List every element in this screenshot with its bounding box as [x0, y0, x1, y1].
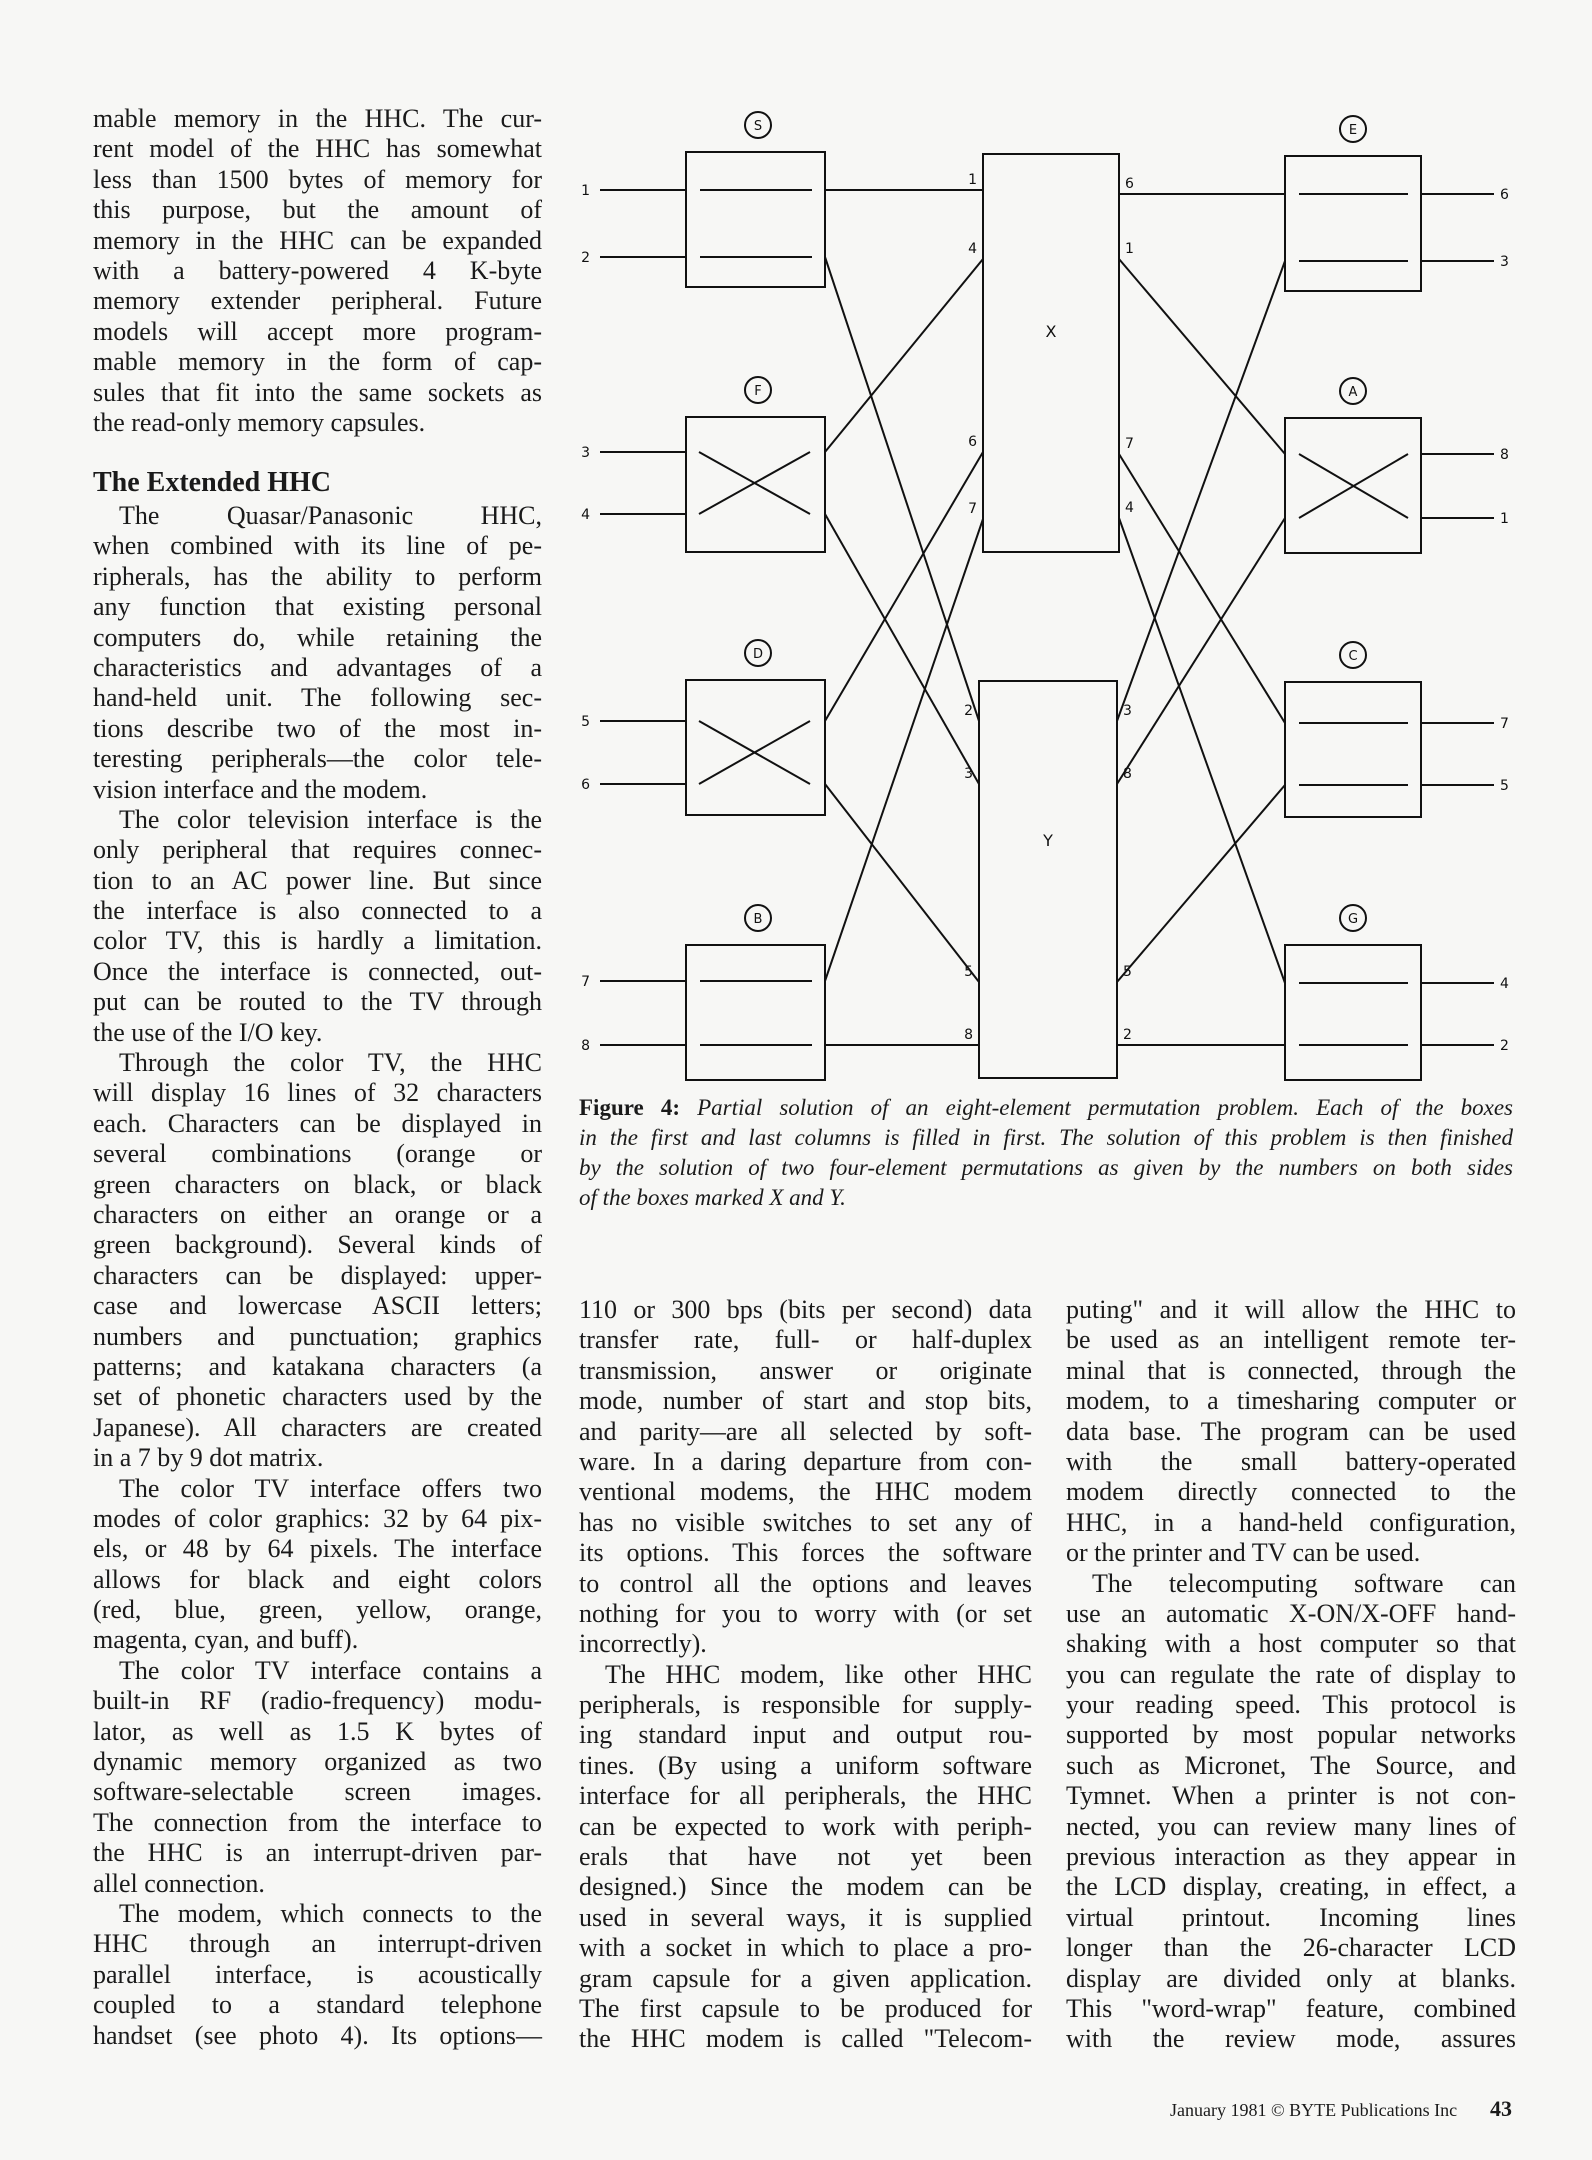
text-line: in a 7 by 9 dot matrix.: [93, 1443, 324, 1473]
text-line: supported by most popular networks: [1066, 1720, 1516, 1750]
switch-box-C: [1285, 682, 1421, 817]
text-line: can be expected to work with periph-: [579, 1811, 1032, 1841]
input-number: 6: [581, 777, 590, 793]
box-label-F: F: [754, 384, 762, 399]
text-line: Japanese). All characters are created: [93, 1412, 542, 1442]
text-line: such as Micronet, The Source, and: [1066, 1750, 1516, 1780]
permutation-box-y: [979, 681, 1117, 1078]
text-line: magenta, cyan, and buff).: [93, 1625, 359, 1655]
text-line: incorrectly).: [579, 1629, 707, 1659]
caption-text: Partial solution of an eight-element permutation problem. Each of the boxes: [697, 1095, 1513, 1120]
text-line: minal that is connected, through the: [1066, 1355, 1516, 1385]
text-line: nothing for you to worry with (or set: [579, 1598, 1032, 1628]
text-line: ware. In a daring departure from con-: [579, 1446, 1032, 1476]
text-line: mable memory in the HHC. The cur-: [93, 104, 542, 133]
text-line: with the review mode, assures: [1066, 2024, 1516, 2054]
text-line: handset (see photo 4). Its options—: [93, 2020, 542, 2050]
text-line: with a socket in which to place a pro-: [579, 1933, 1032, 1963]
x-left-port-number: 4: [968, 241, 977, 257]
text-line: longer than the 26-character LCD: [1066, 1933, 1516, 1963]
connection-to-x: [825, 259, 983, 452]
text-line: The Quasar/Panasonic HHC,: [119, 501, 542, 530]
text-line: computers do, while retaining the: [93, 622, 542, 652]
caption-text: by the solution of two four-element permutations as given by the numbers on both sides: [579, 1155, 1513, 1180]
x-left-port-number: 1: [968, 172, 977, 188]
output-number: 5: [1500, 778, 1509, 794]
text-line: tion to an AC power line. But since: [93, 865, 542, 895]
caption-line: [579, 1183, 1513, 1213]
box-label-A: A: [1348, 385, 1358, 400]
x-right-port-number: 6: [1125, 176, 1134, 192]
text-line: The color TV interface contains a: [119, 1655, 542, 1685]
output-number: 8: [1500, 447, 1509, 463]
text-line: puting" and it will allow the HHC to: [1066, 1295, 1516, 1324]
text-line: characteristics and advantages of a: [93, 652, 542, 682]
right-column: [1066, 1295, 1516, 2055]
text-line: case and lowercase ASCII letters;: [93, 1291, 542, 1321]
switch-box-G: [1285, 945, 1421, 1080]
text-line: will display 16 lines of 32 characters: [93, 1078, 542, 1108]
y-right-port-number: 5: [1123, 964, 1132, 980]
text-line: display are divided only at blanks.: [1066, 1963, 1516, 1993]
text-line: HHC through an interrupt-driven: [93, 1929, 542, 1959]
x-right-port-number: 1: [1125, 241, 1134, 257]
text-line: or the printer and TV can be used.: [1066, 1538, 1421, 1568]
text-line: with a battery-powered 4 K-byte: [93, 255, 542, 285]
text-line: tions describe two of the most in-: [93, 713, 542, 743]
text-line: when combined with its line of pe-: [93, 531, 542, 561]
switch-box-D: [686, 680, 825, 815]
text-line: 110 or 300 bps (bits per second) data: [579, 1295, 1032, 1324]
text-line: the read-only memory capsules.: [93, 407, 426, 437]
text-line: data base. The program can be used: [1066, 1416, 1516, 1446]
switch-box-S: [686, 152, 825, 287]
output-number: 1: [1500, 511, 1509, 527]
text-line: sules that fit into the same sockets as: [93, 377, 542, 407]
text-line: and parity—are all selected by soft-: [579, 1416, 1032, 1446]
text-line: its options. This forces the software: [579, 1538, 1032, 1568]
text-line: set of phonetic characters used by the: [93, 1382, 542, 1412]
text-line: erals that have not yet been: [579, 1842, 1032, 1872]
text-line: characters can be displayed: upper-: [93, 1260, 542, 1290]
text-line: built-in RF (radio-frequency) modu-: [93, 1686, 542, 1716]
text-line: less than 1500 bytes of memory for: [93, 164, 542, 194]
text-line: this purpose, but the amount of: [93, 195, 542, 225]
text-line: parallel interface, is acoustically: [93, 1959, 542, 1989]
box-label-C: C: [1348, 649, 1358, 664]
page-number: 43: [1490, 2096, 1512, 2121]
permutation-box-x: [983, 154, 1119, 552]
text-line: interface for all peripherals, the HHC: [579, 1781, 1032, 1811]
text-line: This "word-wrap" feature, combined: [1066, 1993, 1516, 2023]
output-number: 2: [1500, 1038, 1509, 1054]
text-line: ing standard input and output rou-: [579, 1720, 1032, 1750]
footer-credit: January 1981 © BYTE Publications Inc: [1170, 2100, 1458, 2120]
text-line: has no visible switches to set any of: [579, 1507, 1032, 1537]
text-line: The connection from the interface to: [93, 1807, 542, 1837]
text-line: The first capsule to be produced for: [579, 1993, 1032, 2023]
text-line: The telecomputing software can: [1092, 1568, 1516, 1598]
output-number: 4: [1500, 976, 1509, 992]
text-line: modes of color graphics: 32 by 64 pix-: [93, 1503, 542, 1533]
input-number: 8: [581, 1038, 590, 1054]
text-line: patterns; and katakana characters (a: [93, 1351, 542, 1381]
text-line: ventional modems, the HHC modem: [579, 1477, 1032, 1507]
output-number: 6: [1500, 187, 1509, 203]
text-line: allel connection.: [93, 1868, 265, 1898]
text-line: allows for black and eight colors: [93, 1564, 542, 1594]
text-line: The color television interface is the: [119, 804, 542, 834]
x-left-port-number: 7: [968, 501, 977, 517]
text-line: numbers and punctuation; graphics: [93, 1321, 542, 1351]
text-line: memory extender peripheral. Future: [93, 286, 542, 316]
figure-caption: [579, 1093, 1513, 1213]
input-number: 2: [581, 250, 590, 266]
y-left-port-number: 8: [964, 1027, 973, 1043]
text-line: software-selectable screen images.: [93, 1777, 542, 1807]
caption-text: of the boxes marked X and Y.: [579, 1185, 846, 1210]
text-line: characters on either an orange or a: [93, 1199, 542, 1229]
connection-to-y: [825, 257, 979, 721]
text-line: previous interaction as they appear in: [1066, 1842, 1516, 1872]
output-number: 3: [1500, 254, 1509, 270]
text-line: The HHC modem, like other HHC: [605, 1659, 1032, 1689]
text-line: Tymnet. When a printer is not con-: [1066, 1781, 1516, 1811]
text-line: the HHC modem is called "Telecom-: [579, 2024, 1032, 2054]
text-line: vision interface and the modem.: [93, 774, 428, 804]
y-left-port-number: 2: [964, 703, 973, 719]
text-line: each. Characters can be displayed in: [93, 1108, 542, 1138]
box-y-label: Y: [1043, 831, 1053, 850]
text-line: your reading speed. This protocol is: [1066, 1690, 1516, 1720]
x-right-port-number: 4: [1125, 500, 1134, 516]
text-line: nected, you can review many lines of: [1066, 1811, 1516, 1841]
text-line: you can regulate the rate of display to: [1066, 1659, 1516, 1689]
text-line: transmission, answer or originate: [579, 1355, 1032, 1385]
text-line: transfer rate, full- or half-duplex: [579, 1325, 1032, 1355]
text-line: green background). Several kinds of: [93, 1230, 542, 1260]
text-line: modem directly connected to the: [1066, 1477, 1516, 1507]
x-left-port-number: 6: [968, 434, 977, 450]
input-number: 3: [581, 445, 590, 461]
y-left-port-number: 3: [964, 766, 973, 782]
caption-line: [579, 1123, 1513, 1153]
switch-box-B: [686, 945, 825, 1080]
text-line: dynamic memory organized as two: [93, 1747, 542, 1777]
y-left-port-number: 5: [964, 964, 973, 980]
text-line: the HHC is an interrupt-driven par-: [93, 1838, 542, 1868]
text-line: the LCD display, creating, in effect, a: [1066, 1872, 1516, 1902]
text-line: models will accept more program-: [93, 316, 542, 346]
caption-text: in the first and last columns is filled in first. The solution of this problem is then finished: [579, 1125, 1513, 1150]
text-line: gram capsule for a given application.: [579, 1963, 1032, 1993]
text-line: any function that existing personal: [93, 592, 542, 622]
text-line: to control all the options and leaves: [579, 1568, 1032, 1598]
text-line: green characters on black, or black: [93, 1169, 542, 1199]
text-line: teresting peripherals—the color tele-: [93, 744, 542, 774]
text-line: coupled to a standard telephone: [93, 1990, 542, 2020]
y-right-port-number: 2: [1123, 1027, 1132, 1043]
text-line: tines. (By using a uniform software: [579, 1750, 1032, 1780]
text-line: (red, blue, green, yellow, orange,: [93, 1595, 542, 1625]
text-line: used in several ways, it is supplied: [579, 1902, 1032, 1932]
caption-line: [579, 1093, 1513, 1123]
box-label-D: D: [752, 647, 764, 662]
text-line: The color TV interface offers two: [119, 1473, 542, 1503]
text-line: The modem, which connects to the: [119, 1898, 542, 1928]
text-line: ripherals, has the ability to perform: [93, 561, 542, 591]
text-line: Through the color TV, the HHC: [119, 1048, 542, 1078]
text-line: HHC, in a hand-held configuration,: [1066, 1507, 1516, 1537]
output-number: 7: [1500, 716, 1509, 732]
text-line: hand-held unit. The following sec-: [93, 683, 542, 713]
connection-from-x: [1119, 259, 1285, 454]
box-x-label: X: [1045, 322, 1057, 341]
text-line: only peripheral that requires connec-: [93, 835, 542, 865]
input-number: 4: [581, 507, 590, 523]
caption-line: [579, 1153, 1513, 1183]
text-line: mable memory in the form of cap-: [93, 347, 542, 377]
connection-to-y: [825, 784, 979, 982]
section-heading: The Extended HHC: [93, 467, 332, 498]
text-line: els, or 48 by 64 pixels. The interface: [93, 1534, 542, 1564]
text-line: shaking with a host computer so that: [1066, 1629, 1516, 1659]
text-line: mode, number of start and stop bits,: [579, 1386, 1032, 1416]
text-line: peripherals, is responsible for supply-: [579, 1690, 1032, 1720]
switch-box-E: [1285, 156, 1421, 291]
text-line: several combinations (orange or: [93, 1139, 542, 1169]
text-line: designed.) Since the modem can be: [579, 1872, 1032, 1902]
text-line: rent model of the HHC has somewhat: [93, 134, 542, 164]
box-label-E: E: [1348, 123, 1358, 138]
box-label-G: G: [1347, 912, 1359, 927]
text-line: put can be routed to the TV through: [93, 987, 542, 1017]
connection-from-y: [1117, 785, 1285, 982]
input-number: 7: [581, 974, 590, 990]
input-number: 1: [581, 183, 590, 199]
text-line: be used as an intelligent remote ter-: [1066, 1325, 1516, 1355]
text-line: Once the interface is connected, out-: [93, 956, 542, 986]
figure-label: Figure 4:: [579, 1095, 698, 1120]
text-line: lator, as well as 1.5 K bytes of: [93, 1716, 542, 1746]
input-number: 5: [581, 714, 590, 730]
text-line: use an automatic X-ON/X-OFF hand-: [1066, 1598, 1516, 1628]
text-line: virtual printout. Incoming lines: [1066, 1902, 1516, 1932]
y-right-port-number: 3: [1123, 703, 1132, 719]
box-label-B: B: [753, 912, 763, 927]
text-line: with the small battery-operated: [1066, 1446, 1516, 1476]
y-right-port-number: 8: [1123, 766, 1132, 782]
box-label-S: S: [753, 119, 763, 134]
text-line: modem, to a timesharing computer or: [1066, 1386, 1516, 1416]
middle-column: [579, 1295, 1032, 2055]
text-line: color TV, this is hardly a limitation.: [93, 926, 542, 956]
text-line: the use of the I/O key.: [93, 1017, 323, 1047]
text-line: memory in the HHC can be expanded: [93, 225, 542, 255]
text-line: the interface is also connected to a: [93, 896, 542, 926]
x-right-port-number: 7: [1125, 436, 1134, 452]
